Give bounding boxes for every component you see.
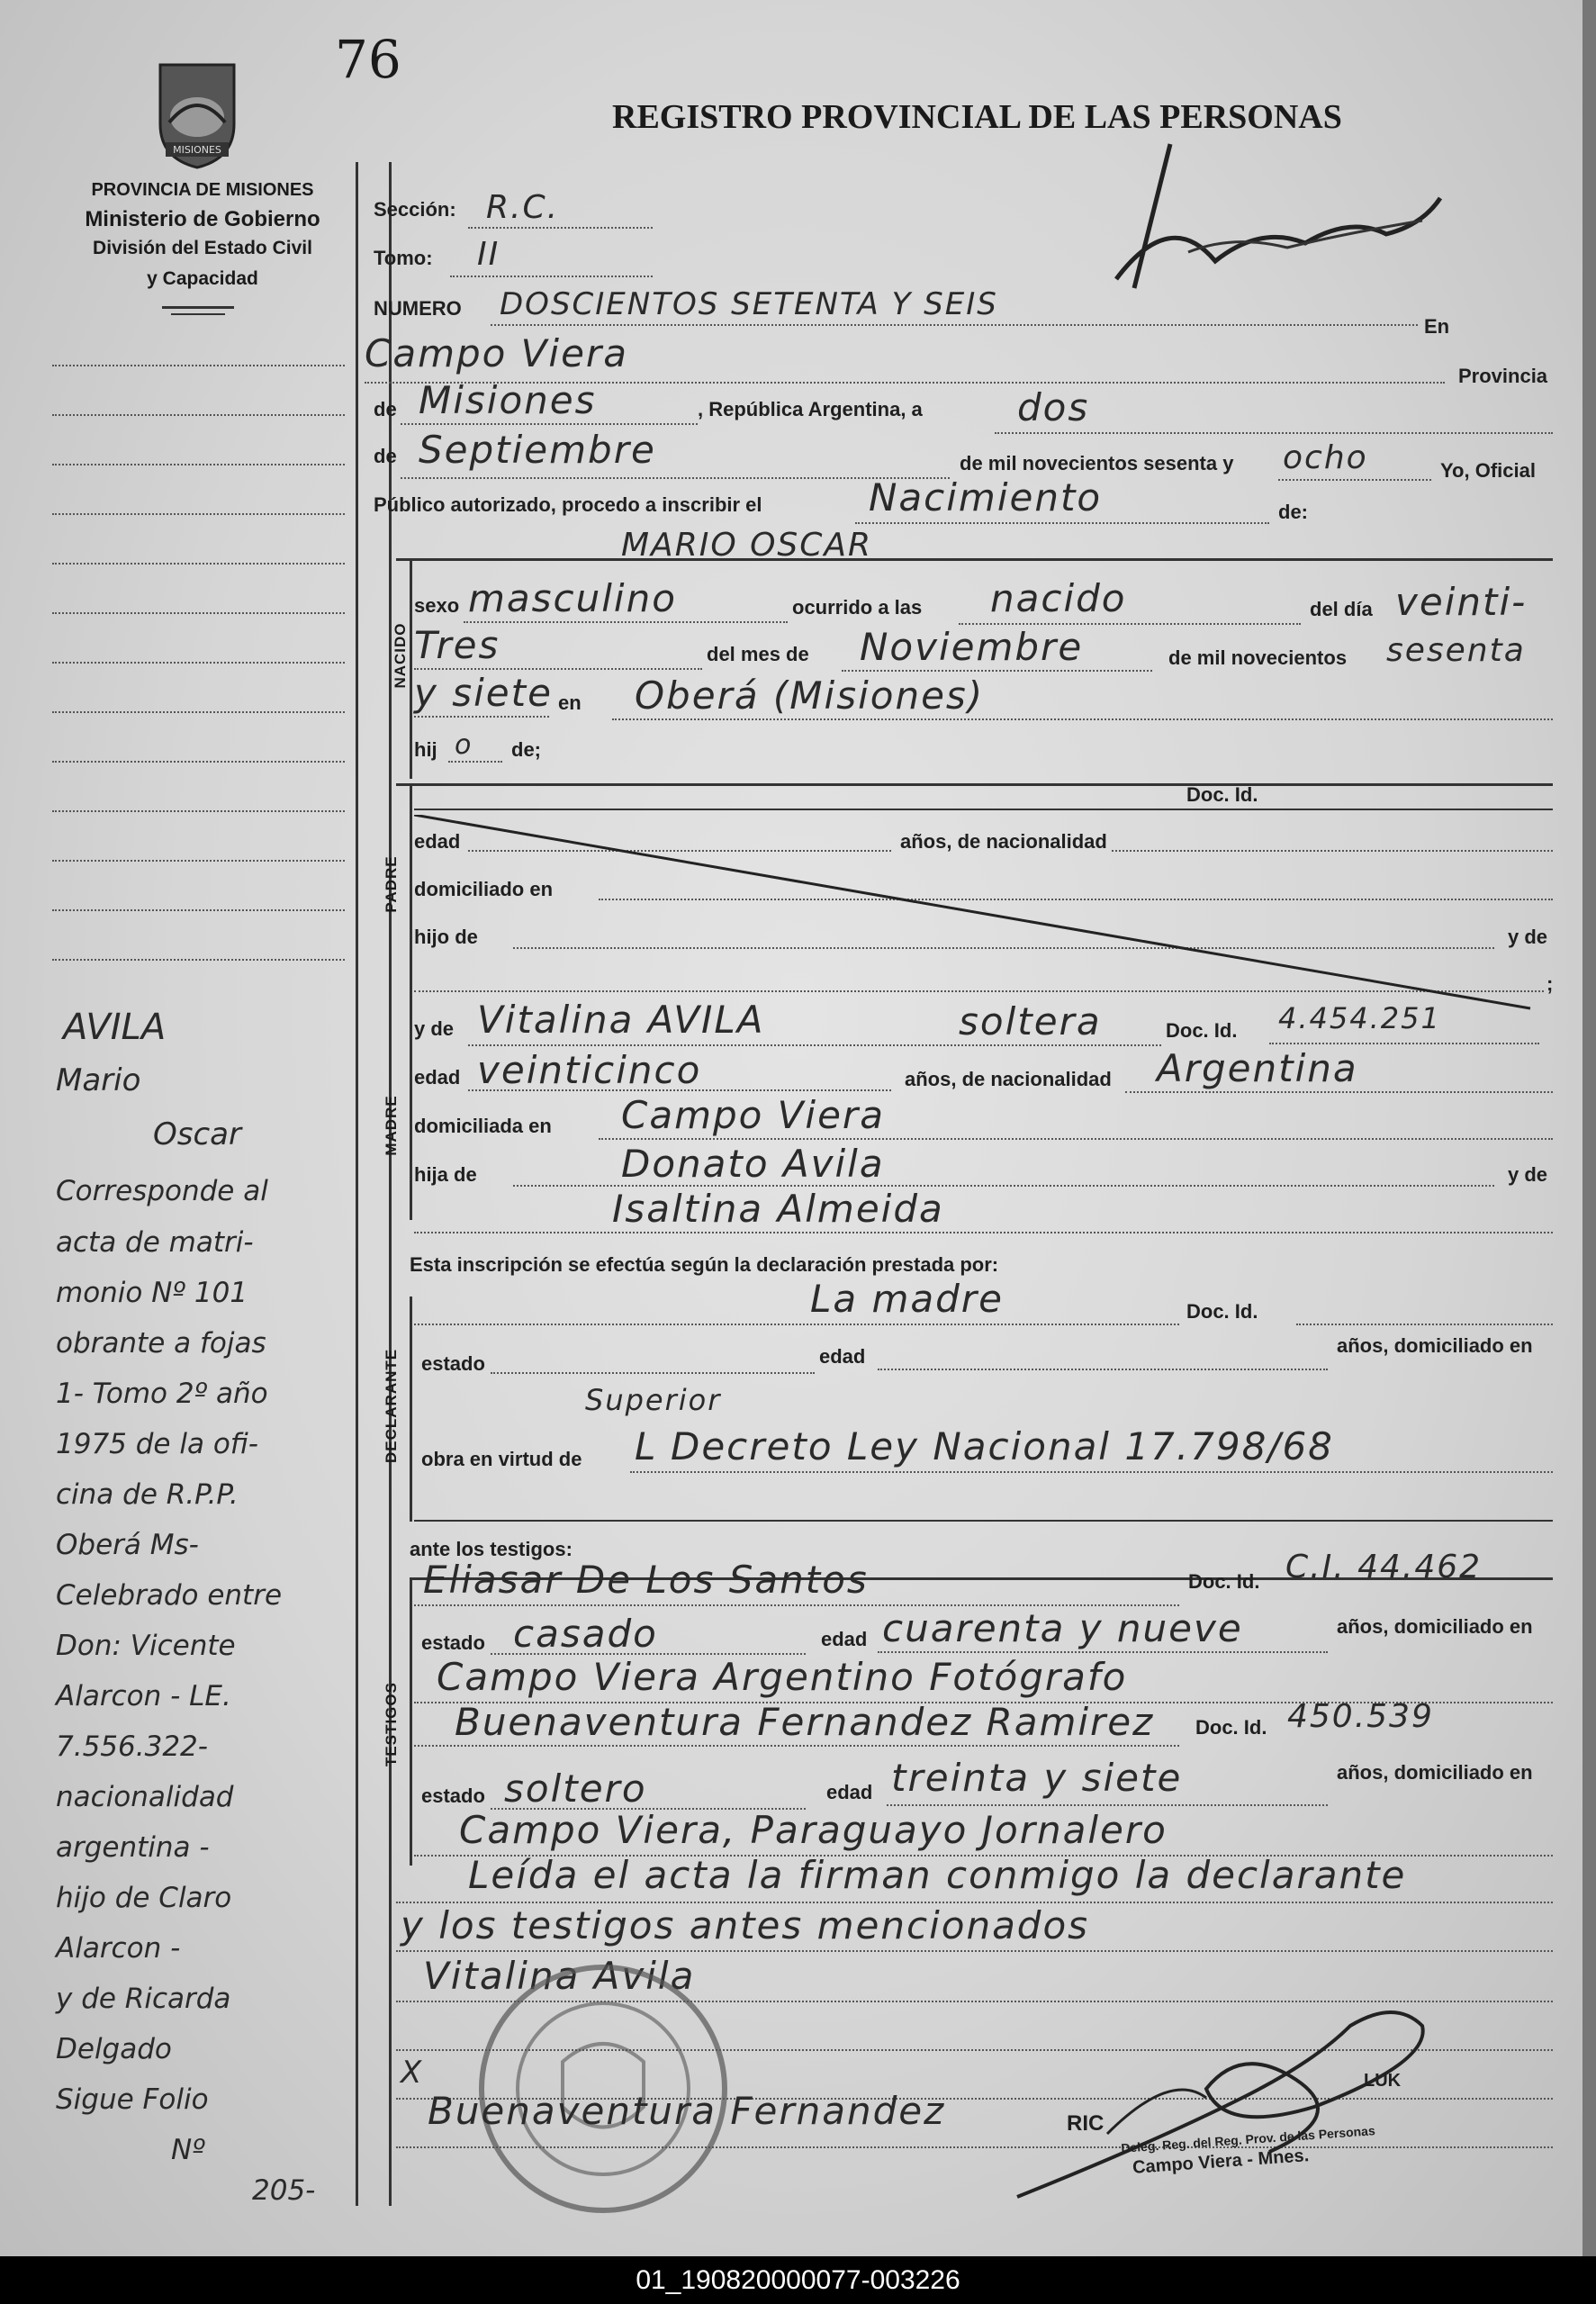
margin-line [52, 365, 345, 366]
mes-line [401, 477, 950, 479]
padre-name-rule [414, 809, 1553, 810]
republica-label: , República Argentina, a [698, 398, 923, 420]
testigos-label: ante los testigos: [410, 1538, 573, 1560]
testigo-x: X [401, 2055, 424, 2091]
margin-given-1: Mario [56, 1062, 141, 1098]
declarante-bottom-rule [414, 1520, 1553, 1522]
margin-line [52, 810, 345, 812]
decreto-prefix: L [635, 1424, 658, 1468]
acto-value: Nacimiento [869, 475, 1103, 520]
madre-doc-label: Doc. Id. [1166, 1019, 1238, 1042]
testigo-1-edad-label: edad [821, 1628, 868, 1650]
madre-y-de-end: y de [1508, 1163, 1548, 1186]
padre-edad-label: edad [414, 830, 461, 853]
margin-given-2: Oscar [153, 1116, 241, 1152]
en-2-label: en [558, 691, 582, 714]
tomo-line [450, 276, 653, 277]
declarante-estado-line [491, 1372, 815, 1374]
margin-line [52, 612, 345, 614]
nacido-top-rule [396, 558, 1553, 561]
margin-line [52, 513, 345, 515]
margin-line [52, 662, 345, 664]
margin-surname: AVILA [63, 1007, 167, 1048]
svg-text:MISIONES: MISIONES [173, 144, 221, 156]
testigo-1-anios-label: años, domiciliado en [1337, 1615, 1533, 1638]
margin-line [52, 563, 345, 565]
testigos-side-label: TESTIGOS [383, 1682, 400, 1766]
hij-label: hij [414, 738, 437, 761]
superior-value: Superior [585, 1383, 722, 1417]
declarante-line [414, 1324, 1179, 1325]
margin-note-line: y de Ricarda [56, 1983, 231, 2015]
madre-estado: soltera [959, 999, 1102, 1044]
madre-padre: Donato Avila [621, 1142, 885, 1186]
padre-semicolon: ; [1546, 972, 1554, 995]
office-line-3: División del Estado Civil [93, 238, 312, 258]
anio-nac-line [414, 716, 549, 718]
office-divider [162, 306, 234, 309]
margin-note-line: 7.556.322- [56, 1730, 208, 1763]
testigo-2-nombre-line [414, 1745, 1179, 1747]
nombre-value: MARIO OSCAR [621, 527, 873, 564]
cierre-1: Leída el acta la firman conmigo la declarante [468, 1853, 1407, 1897]
hij-suffix: o [455, 729, 473, 761]
margin-note-line: 205- [252, 2174, 316, 2207]
dia-line [995, 432, 1553, 434]
hora-value: nacido [990, 576, 1127, 620]
provincia-line [401, 423, 698, 425]
image-id-footer: 01_190820000077-003226 [0, 2256, 1596, 2304]
madre-nac-line [1125, 1091, 1553, 1093]
declarante-doc-label: Doc. Id. [1186, 1300, 1258, 1323]
testigo-2-nombre: Buenaventura Fernandez Ramirez [455, 1700, 1155, 1744]
margin-note-line: Delgado [56, 2033, 172, 2065]
oficial-signature [972, 1990, 1512, 2215]
ocurrido-label: ocurrido a las [792, 596, 923, 619]
acto-line [855, 522, 1269, 524]
padre-strike-line [414, 815, 1553, 1013]
page-title: REGISTRO PROVINCIAL DE LAS PERSONAS [612, 98, 1342, 136]
office-line-1: PROVINCIA DE MISIONES [91, 180, 314, 200]
madre-y-de-label: y de [414, 1017, 455, 1040]
testigo-2-estado-label: estado [421, 1784, 485, 1807]
en-label: En [1424, 315, 1450, 338]
declarante-edad-label: edad [819, 1345, 866, 1368]
margin-note-line: Nº [171, 2134, 205, 2166]
hij-line [448, 761, 502, 763]
declarante-side-rule [410, 1297, 412, 1522]
cierre-2: y los testigos antes mencionados [401, 1903, 1090, 1947]
lugar-nac-value: Oberá (Misiones) [635, 673, 985, 718]
margin-note-line: acta de matri- [56, 1226, 254, 1259]
de-label: de [374, 398, 397, 420]
testigo-1-estado: casado [513, 1612, 658, 1656]
provincia-label: Provincia [1458, 365, 1548, 387]
margin-note-line: Alarcon - LE. [56, 1680, 231, 1712]
publico-label: Público autorizado, procedo a inscribir el [374, 493, 762, 516]
anio-line [1278, 479, 1431, 481]
padre-hijo-label: hijo de [414, 926, 478, 948]
misiones-seal-icon [142, 52, 252, 171]
anio-nac-value-1: sesenta [1386, 632, 1526, 669]
margin-note-line: 1- Tomo 2º año [56, 1378, 268, 1410]
seccion-label: Sección: [374, 198, 456, 221]
nacido-side-label: NACIDO [392, 622, 409, 689]
madre-dom-line [599, 1138, 1553, 1140]
oficial-name-right: LUK [1364, 2071, 1402, 2091]
madre-dom-label: domiciliada en [414, 1115, 552, 1137]
del-mes-label: del mes de [707, 643, 809, 665]
testigo-1-doc-label: Doc. Id. [1188, 1570, 1260, 1593]
lugar-nac-line [612, 718, 1553, 720]
madre-side-label: MADRE [383, 1095, 400, 1156]
margin-vertical-rule-2 [389, 162, 392, 2206]
page-right-edge [1582, 0, 1596, 2256]
declarante-edad-line [878, 1369, 1328, 1370]
lugar-value: Campo Viera [365, 331, 628, 375]
testigo-1-nombre: Eliasar De Los Santos [423, 1558, 869, 1602]
testigo-2-edad-line [887, 1804, 1328, 1806]
madre-side-rule [410, 1004, 412, 1220]
testigo-1-doc: C.I. 44.462 [1285, 1549, 1483, 1586]
tomo-label: Tomo: [374, 247, 433, 269]
testigo-2-edad: treinta y siete [891, 1756, 1183, 1800]
mes-nac-line [842, 670, 1152, 672]
declarante-side-label: DECLARANTE [383, 1348, 400, 1463]
madre-dom: Campo Viera [621, 1093, 885, 1137]
declarante-value: La madre [810, 1277, 1004, 1321]
margin-note-line: Celebrado entre [56, 1579, 283, 1612]
dia-nac-value-1: veinti- [1395, 580, 1528, 624]
sexo-label: sexo [414, 594, 460, 617]
madre-edad-label: edad [414, 1066, 461, 1089]
margin-note-line: monio Nº 101 [56, 1277, 248, 1309]
testigo-1-edad: cuarenta y nueve [882, 1606, 1243, 1650]
margin-note-line: nacionalidad [56, 1781, 234, 1813]
de-mil-label: de mil novecientos sesenta y [960, 452, 1234, 474]
sexo-value: masculino [468, 576, 677, 620]
oficial-sede: Campo Viera - Mnes. [1132, 2146, 1310, 2178]
seccion-line [468, 227, 653, 229]
madre-nombre: Vitalina AVILA [477, 998, 765, 1042]
testigo-1-dom: Campo Viera Argentino Fotógrafo [437, 1655, 1128, 1699]
margin-line [52, 761, 345, 763]
decreto-line [630, 1471, 1553, 1473]
yo-oficial-label: Yo, Oficial [1440, 459, 1536, 482]
madre-nombre-line [468, 1044, 1161, 1046]
de-mil-2-label: de mil novecientos [1168, 646, 1348, 669]
testigo-2-estado: soltero [504, 1766, 647, 1811]
padre-y-de-label: y de [1508, 926, 1548, 948]
testigo-2-anios-label: años, domiciliado en [1337, 1761, 1533, 1784]
margin-note-line: Sigue Folio [56, 2083, 209, 2116]
sexo-line [464, 621, 788, 623]
margin-note-line: hijo de Claro [56, 1882, 232, 1914]
margin-note-line: Oberá Ms- [56, 1529, 199, 1561]
testigo-2-dom: Campo Viera, Paraguayo Jornalero [459, 1808, 1168, 1852]
de-semi-label: de; [511, 738, 541, 761]
provincia-value: Misiones [419, 378, 597, 422]
cierre-2-line [396, 1950, 1553, 1952]
madre-doc-line [1269, 1043, 1539, 1044]
margin-line [52, 464, 345, 465]
office-divider-2 [171, 313, 225, 315]
declarante-anios-label: años, domiciliado en [1337, 1334, 1533, 1357]
padre-side-rule [410, 783, 412, 1004]
testigo-2-edad-label: edad [826, 1781, 873, 1803]
dia-nac-value-2: Tres [414, 623, 500, 667]
margin-line [52, 959, 345, 961]
declarante-estado-label: estado [421, 1352, 485, 1375]
declarante-doc-line [1296, 1324, 1553, 1325]
padre-doc-label: Doc. Id. [1186, 783, 1258, 806]
madre-nac: Argentina [1157, 1046, 1358, 1090]
obra-label: obra en virtud de [421, 1448, 582, 1470]
margin-line [52, 860, 345, 862]
margin-vertical-rule [356, 162, 358, 2206]
numero-value: DOSCIENTOS SETENTA Y SEIS [500, 286, 998, 322]
margin-line [52, 909, 345, 911]
anio-nac-value-2: y siete [414, 671, 553, 715]
oficial-cargo: Deleg. Reg. del Reg. Prov. de las Personas [1120, 2123, 1376, 2155]
madre-edad-line [468, 1089, 891, 1091]
mes-value: Septiembre [419, 428, 656, 472]
mes-nac-value: Noviembre [860, 625, 1084, 669]
declaracion-label: Esta inscripción se efectúa según la declaración prestada por: [410, 1253, 999, 1276]
dia-nac-line [414, 668, 702, 670]
firma-madre: Vitalina Avila [423, 1954, 696, 1998]
de-label-2: de [374, 445, 397, 467]
testigo-1-edad-line [878, 1651, 1328, 1653]
margin-note-line: Corresponde al [56, 1175, 268, 1207]
official-signature-top [1080, 135, 1458, 306]
madre-doc: 4.454.251 [1278, 1001, 1441, 1035]
margin-note-line: argentina - [56, 1831, 210, 1864]
padre-dom-label: domiciliado en [414, 878, 554, 900]
margin-line [52, 414, 345, 416]
madre-nac-label: años, de nacionalidad [905, 1068, 1112, 1090]
madre-line-2 [414, 1232, 1553, 1233]
decreto-value: Decreto Ley Nacional 17.798/68 [671, 1424, 1334, 1468]
anio-value: ocho [1283, 439, 1368, 476]
margin-line [52, 711, 345, 713]
testigo-2-doc: 450.539 [1287, 1698, 1434, 1735]
margin-note-line: cina de R.P.P. [56, 1478, 239, 1511]
numero-label: NUMERO [374, 297, 462, 320]
office-line-4: y Capacidad [147, 268, 258, 289]
de-colon-label: de: [1278, 501, 1308, 523]
margin-note-line: Don: Vicente [56, 1630, 236, 1662]
oficial-name-left: RIC [1067, 2111, 1105, 2136]
numero-line [491, 324, 1418, 326]
seccion-value: R.C. [486, 189, 560, 226]
nacido-side-rule [410, 558, 412, 779]
padre-side-label: PADRE [383, 855, 400, 913]
padre-top-rule [396, 783, 1553, 786]
testigo-1-estado-label: estado [421, 1631, 485, 1654]
margin-note-line: obrante a fojas [56, 1327, 266, 1360]
testigos-side-rule [410, 1577, 412, 1866]
madre-hija-label: hija de [414, 1163, 477, 1186]
del-dia-label: del día [1310, 598, 1373, 620]
madre-edad: veinticinco [477, 1048, 702, 1092]
office-line-2: Ministerio de Gobierno [85, 207, 320, 231]
madre-madre: Isaltina Almeida [612, 1187, 944, 1231]
margin-note-line: 1975 de la ofi- [56, 1428, 258, 1460]
padre-nac-label: años, de nacionalidad [900, 830, 1107, 853]
testigo-firma: Buenaventura Fernandez [428, 2089, 946, 2133]
dia-value: dos [1017, 385, 1090, 429]
margin-note-line: Alarcon - [56, 1932, 181, 1965]
page-number: 76 [335, 29, 401, 90]
testigo-2-doc-label: Doc. Id. [1195, 1716, 1267, 1739]
tomo-value: II [477, 236, 500, 273]
